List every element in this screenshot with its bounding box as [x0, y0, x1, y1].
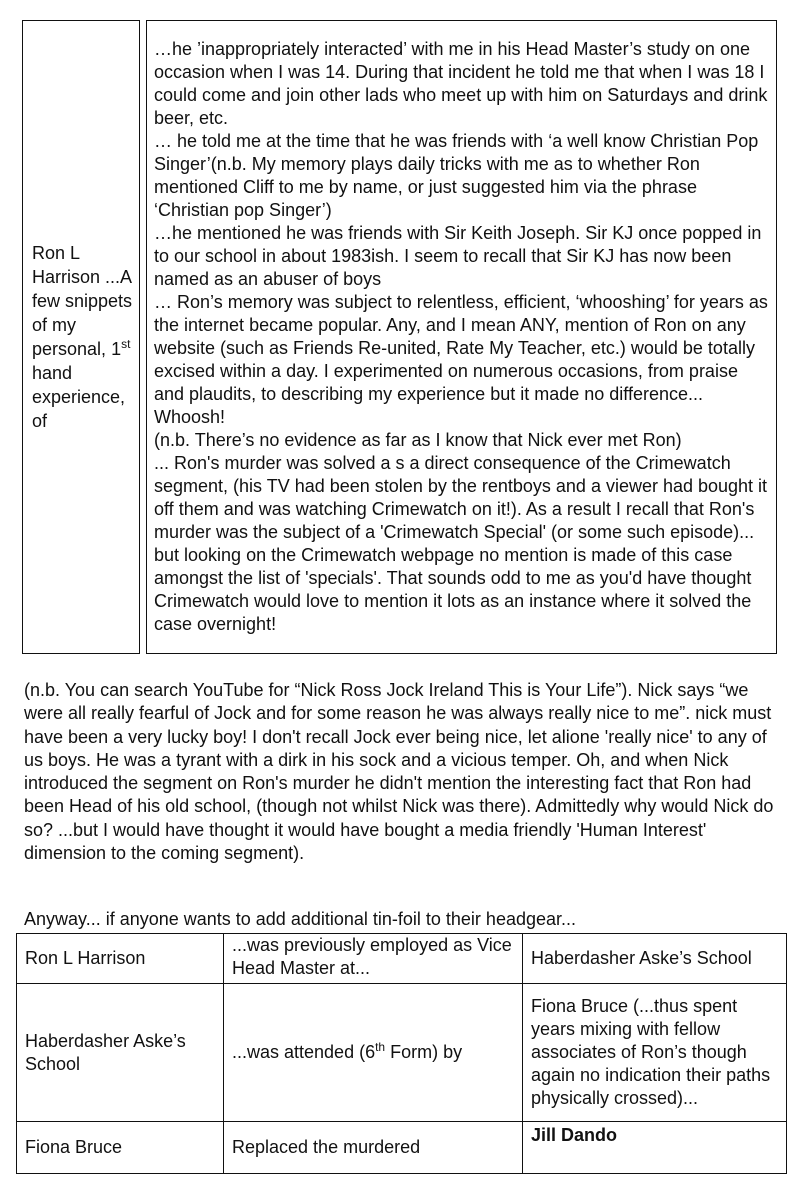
youtube-note-paragraph: (n.b. You can search YouTube for “Nick Ross Jock Ireland This is Your Life”). Nick says “we were all really fearful of Jock and for some reason he was always really nice to me”. nick must have been a very lucky boy! I don't recall Jock ever being nice, let alione 'really nice' to any of us boys. He was a tyrant with a dirk in his sock and a vicious temper. Oh, and when Nick introduced the segment on Ron's murder he didn't mention the interesting fact that Ron had been Head of his old school, (though not whilst Nick was there). Admittedly why would Nick do so? ...but I would have thought it would have bought a media friendly 'Human Interest' dimension to the coming segment). [24, 680, 774, 864]
recollection-paragraph: …he ’inappropriately interacted’ with me in his Head Master’s study on one occasion when I was 14. During that incident he told me that when I was 18 I could come and join other lads who meet up with him on Saturdays and drink beer, etc. [154, 39, 768, 128]
table-cell [224, 984, 523, 1122]
subject-text [23, 241, 139, 433]
anyway-line: Anyway... if anyone wants to add additional tin-foil to their headgear... [24, 909, 577, 929]
table-cell: Fiona Bruce [17, 1122, 224, 1174]
table-cell: Haberdasher Aske’s School [523, 934, 787, 984]
attended-prefix: ...was attended (6 [232, 1042, 376, 1062]
table-cell: ...was previously employed as Vice Head Master at... [224, 934, 523, 984]
table-row [17, 984, 787, 1122]
subject-outro: hand experience, of [32, 363, 126, 431]
subject-ordinal: 1 [111, 339, 122, 359]
table-cell: Replaced the murdered [224, 1122, 523, 1174]
recollections-cell [146, 20, 777, 654]
subject-cell [22, 20, 140, 654]
experience-row [22, 20, 777, 654]
subject-name: Ron L Harrison [32, 243, 101, 287]
recollection-paragraph: …he mentioned he was friends with Sir Keith Joseph. Sir KJ once popped in to our school in about 1983ish. I seem to recall that Sir KJ has now been named as an abuser of boys [154, 223, 762, 289]
table-cell: Fiona Bruce (...thus spent years mixing with fellow associates of Ron’s though again no indication their paths physically crossed)... [523, 984, 787, 1122]
table-row [17, 934, 787, 984]
experience-table [22, 20, 777, 654]
table-cell: Haberdasher Aske’s School [17, 984, 224, 1122]
subject-intro: ...A few snippets of my personal, [32, 267, 133, 359]
recollection-paragraph: ... Ron's murder was solved a s a direct consequence of the Crimewatch segment, (his TV had been stolen by the rentboys and a viewer had bought it off them and was watching Crimewatch on it!). As a result I recall that Ron's murder was the subject of a 'Crimewatch Special' (or some such episode)... but looking on the Crimewatch webpage no mention is made of this case amongst the list of 'specials'. That sounds odd to me as you'd have thought Crimewatch would love to mention it lots as an instance where it solved the case overnight! [154, 453, 768, 634]
subject-ordinal-suffix: st [121, 337, 131, 351]
table-cell: Jill Dando [523, 1122, 787, 1174]
form-ordinal-suffix: th [375, 1040, 386, 1054]
connections-table [16, 933, 787, 1174]
table-row [17, 1122, 787, 1174]
recollection-paragraph: … he told me at the time that he was friends with ‘a well know Christian Pop Singer’(n.b. My memory plays daily tricks with me as to whether Ron mentioned Cliff to me by name, or just suggested him via the phrase ‘Christian pop Singer’) [154, 131, 759, 220]
recollections-text [147, 36, 776, 638]
recollection-paragraph: (n.b. There’s no evidence as far as I know that Nick ever met Ron) [154, 430, 682, 450]
attended-suffix: Form) by [385, 1042, 463, 1062]
recollection-paragraph: … Ron’s memory was subject to relentless, efficient, ‘whooshing’ for years as the internet became popular. Any, and I mean ANY, mention of Ron on any website (such as Friends Re-united, Rate My Teacher, etc.) would be totally excised within a day. I experimented on numerous occasions, from praise and plaudits, to describing my experience but it made no difference... Whoosh! [154, 292, 768, 427]
table-cell: Ron L Harrison [17, 934, 224, 984]
